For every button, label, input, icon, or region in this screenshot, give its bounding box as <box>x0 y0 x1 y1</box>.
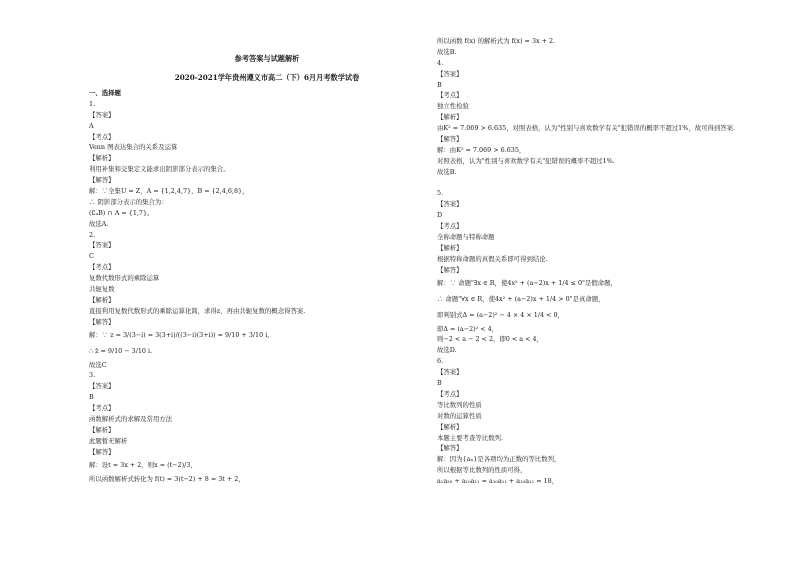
question-number: 5. <box>437 189 444 198</box>
analysis-text: 根据特称命题的真假关系即可得到结论. <box>437 254 548 263</box>
section-heading: 一、选择题 <box>89 89 121 97</box>
right-column <box>437 36 767 487</box>
topic-text: 复数代数形式的乘除运算 <box>89 274 160 283</box>
solution-formula: 解：∵ z = 3/(3−i) = 3(3+i)/((3−i)(3+i)) = 9/10 + 3/10 i, <box>89 331 270 340</box>
solution-text: (∁ᵤB) ∩ A = {1,7}。 <box>89 208 154 217</box>
solution-text: 解：∵全集U = Z，A = {1,2,4,7}，B = {2,4,6,8}， <box>89 187 249 196</box>
answer-value: B <box>437 379 442 388</box>
solution-text: 所以根据等比数列的性质可得， <box>437 466 527 475</box>
solution-text: 故选A. <box>89 219 109 228</box>
solution-formula: ∴ z̄ = 9/10 − 3/10 i. <box>89 347 153 356</box>
topic-text: 等比数列的性质 <box>437 400 482 409</box>
answer-value: B <box>89 393 94 402</box>
document-title: 参考答案与试题解析 <box>234 54 300 63</box>
topic-label: 【考点】 <box>89 132 115 141</box>
solution-text: 所以函数解析式转化为 f(t) = 3(t−2) + 8 = 3t + 2， <box>89 474 245 483</box>
answer-label: 【答案】 <box>437 69 463 78</box>
analysis-text: 由K² = 7.069 > 6.635，对照表格，认为"性别与喜欢数学有关"犯错误的概率不超过1%，故可得到答案. <box>437 124 736 133</box>
topic-text: 函数解析式的求解及常用方法 <box>89 415 173 424</box>
analysis-text: 直接利用复数代数形式的乘除运算化简，求得z，再由共轭复数的概念得答案. <box>89 306 306 315</box>
analysis-label: 【解析】 <box>89 425 115 434</box>
question-number: 3. <box>89 371 96 380</box>
topic-text: 全称命题与特称命题 <box>437 233 495 242</box>
solution-formula: ∴ 命题"∀x ∈ R，使4x² + (a−2)x + 1/4 > 0"是真命题， <box>437 295 605 304</box>
solution-text: 故选C <box>89 360 107 369</box>
answer-label: 【答案】 <box>89 382 115 391</box>
topic-label: 【考点】 <box>437 222 463 231</box>
topic-text: Venn 图表达集合的关系及运算 <box>89 143 178 152</box>
answer-value: A <box>89 121 94 130</box>
analysis-text: 利用补集和交集定义能求出阴影部分表示的集合。 <box>89 165 230 174</box>
solution-text: a₁a₂₀ + a₁₀a₁₁ = a₁₀a₁₁ + a₁₀a₁₁ = 18， <box>437 477 559 486</box>
topic-label: 【考点】 <box>437 389 463 398</box>
analysis-text: 此题暂无解析 <box>89 436 128 445</box>
solution-text: ∴ 阴影部分表示的集合为： <box>89 197 168 206</box>
solution-label: 【解答】 <box>437 265 463 274</box>
solution-text: 解：因为{aₙ}是各项均为正数的等比数列， <box>437 455 561 464</box>
question-number: 2. <box>89 230 96 239</box>
solution-text: 对照表格，认为"性别与喜欢数学有关"犯错误的概率不超过1%. <box>437 156 615 165</box>
answer-label: 【答案】 <box>437 200 463 209</box>
answer-value: B <box>437 80 442 89</box>
solution-text: 则−2 < a − 2 < 2，即0 < a < 4， <box>437 335 543 344</box>
question-number: 1. <box>89 99 96 108</box>
document-subtitle: 2020-2021学年贵州遵义市高二（下）6月月考数学试卷 <box>174 73 360 82</box>
solution-text: 即Δ = (a−2)² < 4， <box>437 324 499 333</box>
question-number: 6. <box>437 357 444 366</box>
answer-label: 【答案】 <box>89 110 115 119</box>
solution-label: 【解答】 <box>89 317 115 326</box>
answer-label: 【答案】 <box>89 241 115 250</box>
solution-label: 【解答】 <box>89 447 115 456</box>
solution-formula: 解：设t = 3x + 2，则x = (t−2)/3， <box>89 461 197 470</box>
analysis-label: 【解析】 <box>437 113 463 122</box>
answer-value: C <box>89 252 94 261</box>
left-column <box>89 88 409 485</box>
solution-label: 【解答】 <box>89 176 115 185</box>
solution-formula: 解：∵ 命题"∃x ∈ R，使4x² + (a−2)x + 1/4 ≤ 0"是假命题， <box>437 279 617 288</box>
blank-line <box>437 178 767 189</box>
solution-formula: 即判别式Δ = (a−2)² − 4 × 4 × 1/4 < 0， <box>437 311 564 320</box>
solution-label: 【解答】 <box>437 444 463 453</box>
answer-label: 【答案】 <box>437 368 463 377</box>
topic-label: 【考点】 <box>89 263 115 272</box>
topic-text: 独立性检验 <box>437 102 469 111</box>
topic-label: 【考点】 <box>437 91 463 100</box>
solution-label: 【解答】 <box>437 135 463 144</box>
topic-text: 对数的运算性质 <box>437 411 482 420</box>
analysis-label: 【解析】 <box>89 295 115 304</box>
answer-value: D <box>437 211 443 220</box>
question-number: 4. <box>437 58 444 67</box>
solution-text: 故选B. <box>437 47 457 56</box>
analysis-label: 【解析】 <box>89 154 115 163</box>
solution-text: 故选B. <box>437 167 457 176</box>
topic-label: 【考点】 <box>89 404 115 413</box>
analysis-label: 【解析】 <box>437 422 463 431</box>
analysis-text: 本题主要考查等比数列. <box>437 433 503 442</box>
solution-text: 故选D. <box>437 346 457 355</box>
analysis-label: 【解析】 <box>437 243 463 252</box>
topic-text: 共轭复数 <box>89 285 115 294</box>
solution-text: 所以函数 f(x) 的解析式为 f(x) = 3x + 2. <box>437 37 556 45</box>
solution-text: 解：由K² = 7.069 > 6.635， <box>437 145 526 154</box>
